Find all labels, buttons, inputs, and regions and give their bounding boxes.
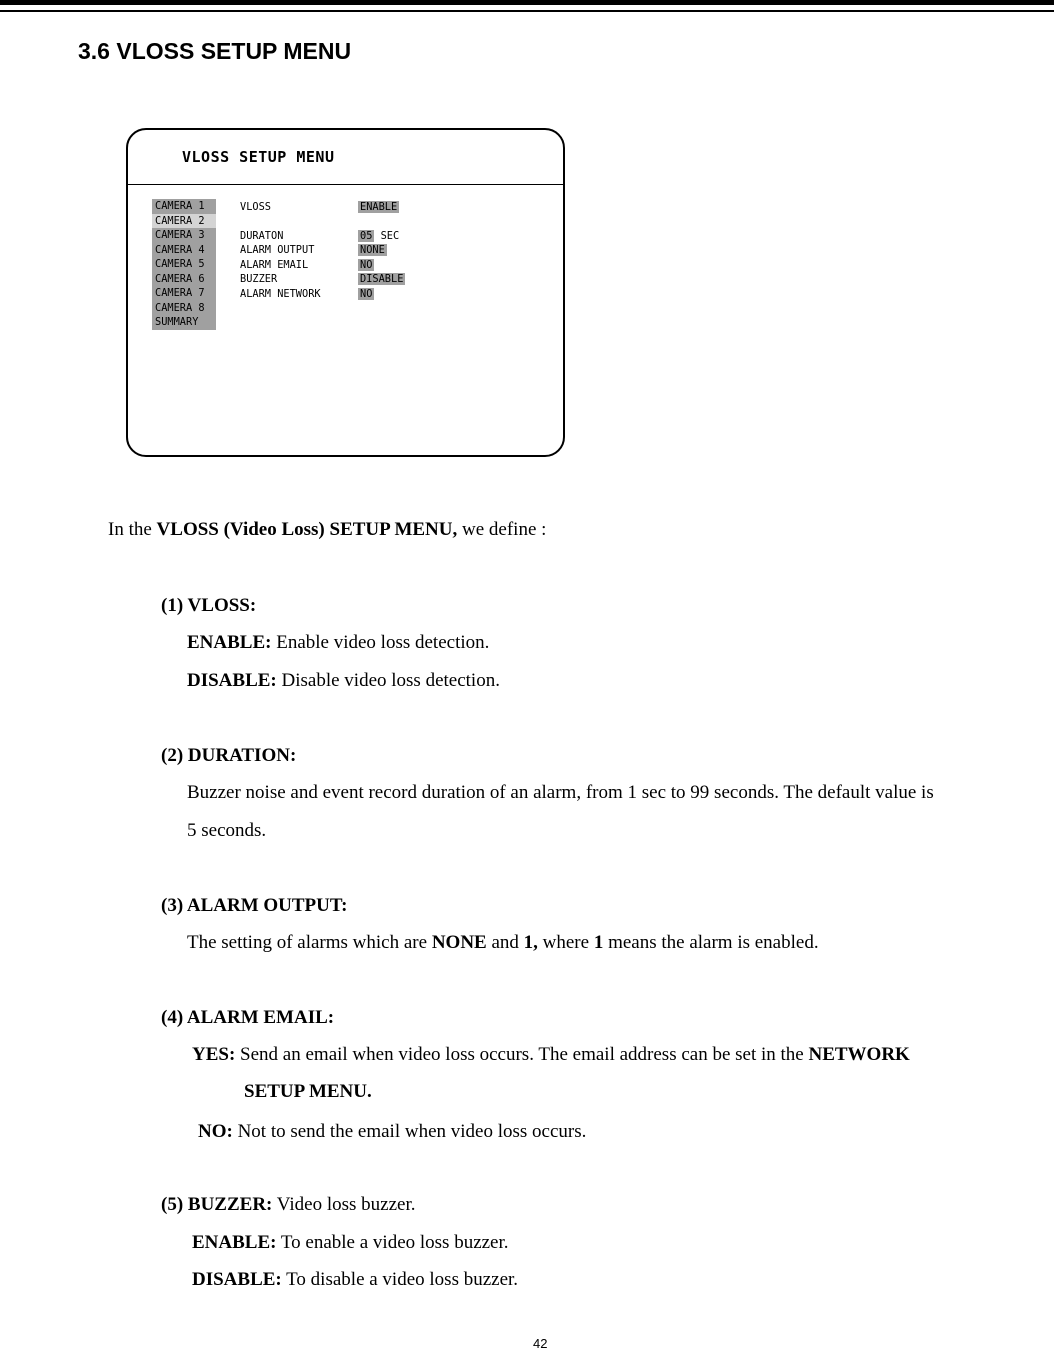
alarm-output-b1: NONE [431,932,487,953]
alarm-output-b2: 1, [523,932,538,953]
camera-item-7[interactable]: CAMERA 7 [155,287,205,299]
vloss-option-value[interactable] [358,201,399,213]
duration-option-value[interactable] [358,230,399,242]
intro-prefix: In the [108,519,157,540]
intro-suffix: we define : [457,519,547,540]
duration-value-box: 05 [360,230,373,242]
vloss-disable-label: DISABLE: [187,670,277,691]
alarm-output-t3: where [537,932,594,953]
alarm-email-value-box: NO [360,259,373,271]
buzzer-value-box: DISABLE [360,273,404,285]
osd-divider [128,184,563,185]
intro-paragraph [108,519,546,541]
alarm-output-t1: The setting of alarms which are [187,932,432,953]
vloss-menu-screenshot [126,128,565,457]
alarm-email-yes-bold: NETWORK [808,1044,910,1065]
vloss-enable-label: ENABLE: [187,632,272,653]
alarm-output-t4: means the alarm is enabled. [603,932,819,953]
camera-item-6[interactable]: CAMERA 6 [155,272,205,285]
page-number: 42 [533,1336,548,1351]
alarm-email-no-label: NO: [198,1121,233,1142]
alarm-network-option-value[interactable] [358,288,374,300]
duration-option-label: DURATON [240,230,284,242]
vloss-disable-text: Disable video loss detection. [276,670,500,691]
alarm-email-option-label: ALARM EMAIL [240,259,309,271]
section-title: 3.6 VLOSS SETUP MENU [78,38,352,64]
alarm-email-no-line [198,1121,586,1143]
buzzer-heading: (5) BUZZER: [161,1194,273,1215]
camera-item-3[interactable]: CAMERA 3 [155,229,205,241]
camera-item-1[interactable]: CAMERA 1 [155,200,205,212]
alarm-network-value-box: NO [360,288,373,300]
buzzer-disable-line [192,1269,518,1291]
alarm-email-yes-label: YES: [192,1044,236,1065]
alarm-email-yes-line [192,1044,910,1066]
buzzer-enable-text: To enable a video loss buzzer. [276,1232,509,1253]
buzzer-enable-label: ENABLE: [192,1232,277,1253]
camera-item-summary[interactable]: SUMMARY [155,316,199,328]
alarm-output-b3: 1 [593,932,604,953]
alarm-output-line [187,932,819,954]
duration-heading: (2) DURATION: [161,745,297,766]
alarm-output-option-value[interactable] [358,244,387,256]
camera-item-8[interactable]: CAMERA 8 [155,301,205,314]
vloss-enable-text: Enable video loss detection. [271,632,490,653]
vloss-option-label: VLOSS [240,201,271,213]
alarm-network-option-label: ALARM NETWORK [240,288,321,300]
header-rule-thin [0,10,1054,12]
osd-title: VLOSS SETUP MENU [182,148,335,166]
duration-unit: SEC [380,230,400,242]
alarm-email-option-value[interactable] [358,259,374,271]
buzzer-disable-text: To disable a video loss buzzer. [281,1269,519,1290]
alarm-output-value-box: NONE [360,244,385,256]
duration-line-1: Buzzer noise and event record duration of an alarm, from 1 sec to 99 seconds. The default value is [187,782,934,803]
buzzer-option-label: BUZZER [240,273,278,285]
buzzer-disable-label: DISABLE: [192,1269,282,1290]
alarm-output-option-label: ALARM OUTPUT [240,244,315,256]
vloss-enable-line [187,632,489,654]
buzzer-enable-line [192,1232,509,1254]
alarm-email-yes-text: Send an email when video loss occurs. The email address can be set in the [235,1044,809,1065]
alarm-email-no-text: Not to send the email when video loss occurs. [232,1121,587,1142]
camera-list [152,199,216,330]
alarm-email-heading: (4) ALARM EMAIL: [161,1007,335,1028]
duration-line-2: 5 seconds. [187,820,267,841]
buzzer-option-value[interactable] [358,273,405,285]
camera-item-5[interactable]: CAMERA 5 [155,258,205,270]
camera-item-2-selected[interactable]: CAMERA 2 [152,214,216,229]
alarm-email-yes-line-2: SETUP MENU. [244,1081,372,1102]
vloss-disable-line [187,670,500,692]
buzzer-heading-text: Video loss buzzer. [272,1194,416,1215]
camera-item-4[interactable]: CAMERA 4 [155,243,205,256]
alarm-output-t2: and [486,932,524,953]
vloss-value-box: ENABLE [360,201,398,213]
alarm-output-heading: (3) ALARM OUTPUT: [161,895,348,916]
header-rule-thick [0,0,1054,5]
vloss-heading: (1) VLOSS: [161,595,257,616]
intro-bold: VLOSS (Video Loss) SETUP MENU, [156,519,458,540]
buzzer-heading-line [161,1194,415,1216]
